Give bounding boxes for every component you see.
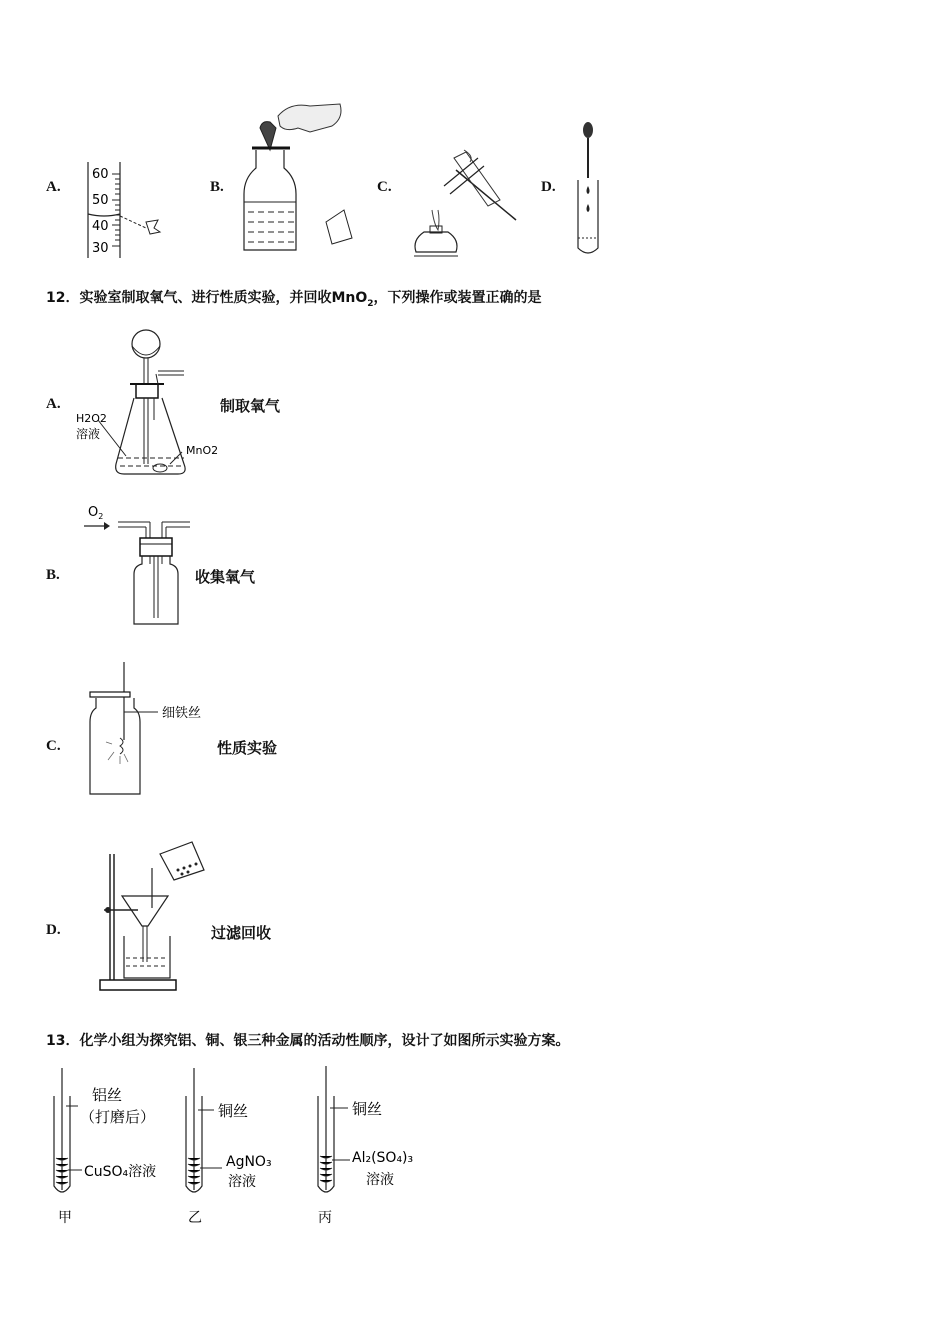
- o2-label: $O_2$: [88, 505, 104, 521]
- graduated-cylinder-figure: [84, 160, 174, 260]
- tube-yi-figure: [176, 1066, 316, 1226]
- tube-yi-solution-label: AgNO₃: [226, 1154, 272, 1170]
- tube-jia-wire-note: （打磨后）: [80, 1108, 156, 1126]
- q12-option-a-caption: 制取氧气: [220, 397, 281, 415]
- tick-label: 40: [92, 219, 109, 234]
- option-c-label: C.: [377, 179, 392, 195]
- tube-yi-solution-suffix: 溶液: [228, 1174, 256, 1190]
- q12-option-b-label: B.: [46, 567, 60, 583]
- tick-label: 30: [92, 241, 109, 256]
- test-tube-heating-figure: [404, 140, 524, 262]
- tube-yi-wire-label: 铜丝: [218, 1102, 249, 1120]
- option-d-label: D.: [541, 179, 556, 195]
- reagent-bottle-pouring-figure: [240, 98, 380, 258]
- tube-jia-wire-label: 铝丝: [92, 1086, 123, 1104]
- question-12-text: [46, 287, 542, 309]
- tick-label: 50: [92, 193, 109, 208]
- q12-option-c-caption: 性质实验: [217, 739, 278, 757]
- tube-bing-figure: [310, 1066, 460, 1226]
- tube-bing-solution-label: Al₂(SO₄)₃: [352, 1150, 414, 1166]
- dropper-test-tube-figure: [570, 120, 610, 260]
- h2o2-solution-label: 溶液: [76, 427, 101, 441]
- iron-wire-label: 细铁丝: [162, 706, 202, 721]
- tube-bing-wire-label: 铜丝: [352, 1100, 383, 1118]
- h2o2-label: H2O2: [76, 412, 107, 425]
- tube-jia-name: 甲: [58, 1210, 72, 1226]
- tube-yi-name: 乙: [188, 1210, 202, 1226]
- option-b-label: B.: [210, 179, 224, 195]
- q12-option-b-caption: 收集氧气: [195, 568, 256, 586]
- filtration-setup-figure: [96, 840, 216, 995]
- tube-jia-solution-label: CuSO₄溶液: [84, 1164, 157, 1180]
- option-a-label: A.: [46, 179, 61, 195]
- tube-jia-figure: [44, 1066, 184, 1226]
- q12-option-d-label: D.: [46, 922, 61, 938]
- tube-bing-name: 丙: [318, 1210, 332, 1226]
- tick-label: 60: [92, 167, 109, 182]
- gas-collection-bottle-figure: [80, 500, 200, 630]
- mno2-label: MnO2: [186, 444, 219, 457]
- q12-stem-tail: ，下列操作或装置正确的是: [373, 290, 542, 306]
- q12-option-c-label: C.: [46, 738, 61, 754]
- q12-subscript: 2: [367, 298, 374, 309]
- q12-stem: 12．实验室制取氧气、进行性质实验，并回收MnO: [46, 290, 368, 306]
- q12-option-a-label: A.: [46, 396, 61, 412]
- iron-wire-combustion-figure: [84, 660, 224, 800]
- q12-option-d-caption: 过滤回收: [211, 924, 272, 942]
- question-13-text: 13．化学小组为探究铝、铜、银三种金属的活动性顺序，设计了如图所示实验方案。: [46, 1033, 570, 1049]
- tube-bing-solution-suffix: 溶液: [366, 1172, 394, 1188]
- oxygen-generator-figure: [74, 324, 224, 478]
